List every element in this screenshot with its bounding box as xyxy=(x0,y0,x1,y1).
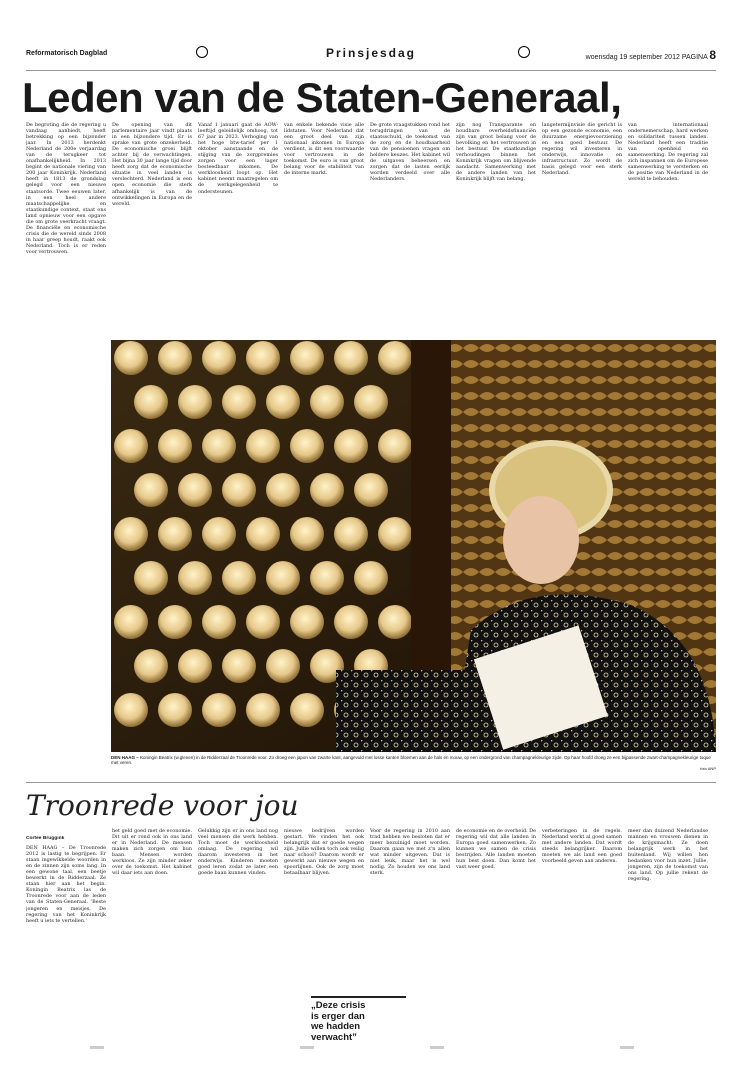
article-column: zijn nog Transparante en houdbare overheidsfinanciën zijn van groot belang voor de bevolking en het vertrouwen in het bestuur. De staatkundige verhoudingen binnen het Koninkrijk vragen om blijvende aandacht. Samenwerking met de andere landen van het Koninkrijk blijft van belang. xyxy=(456,122,536,183)
rose-flower xyxy=(378,341,412,375)
rose-flower xyxy=(202,517,236,551)
article-column: Vanaf 1 januari gaat de AOW-leeftijd geleidelijk omhoog, tot 67 jaar in 2023. Verhoging van het hoge btw-tarief per 1 oktober aanstaande en de stijging van de zorgpremies zorgen voor een lager besteedbaar inkomen. De werkloosheid loopt op. Het kabinet neemt maatregelen om de werkgelegenheid te ondersteunen. xyxy=(198,122,278,195)
rose-flower xyxy=(202,693,236,727)
rose-flower xyxy=(266,473,300,507)
article-column: de economie en de overheid. De regering wil dat alle landen in Europa goed samenwerken. Zo kunnen we samen de crisis bestrijden. Alle landen moeten hun best doen. Dan komt het vast weer goed. xyxy=(456,828,536,871)
main-headline: Leden van de Staten-Generaal, xyxy=(22,74,622,121)
rose-flower xyxy=(246,517,280,551)
rose-flower xyxy=(378,605,412,639)
rose-flower xyxy=(266,561,300,595)
rose-flower xyxy=(222,473,256,507)
pull-quote-line: is erger dan xyxy=(311,1010,365,1022)
rose-flower xyxy=(290,605,324,639)
rose-flower xyxy=(178,649,212,683)
rose-flower xyxy=(246,341,280,375)
photo-caption xyxy=(111,755,716,766)
rose-flower xyxy=(266,385,300,419)
caption-dateline: DEN HAAG – xyxy=(111,755,139,760)
print-color-bar-icon xyxy=(300,1046,314,1049)
secondary-headline: Troonrede voor jou xyxy=(26,789,299,822)
rose-flower xyxy=(290,341,324,375)
article-column: van enkele bekende visie alle lidstaten. Voor Nederland dat een groot deel van zijn nationaal inkomen in Europa verdient, is dit een voorwaarde voor vertrouwen in de toekomst. De euro is van groot belang voor de stabiliteit van de interne markt. xyxy=(284,122,364,177)
rose-flower xyxy=(266,649,300,683)
pull-quote xyxy=(311,996,406,1043)
rose-flower xyxy=(334,429,368,463)
article-column: meer dan duizend Nederlandse mannen en vrouwen dienen in de krijgsmacht. Ze doen belangrijk werk in het buitenland. Wij willen hen bedanken voor hun inzet. Jullie, jongeren, zijn de toekomst van ons land. Op jullie rekent de regering. xyxy=(628,828,708,883)
article-column-text: DEN HAAG – De Troonrede 2012 is lastig te begrijpen. Er staan ingewikkelde woorden in en de zinnen zijn soms lang. In een gewone taal, een beetje bewerkt in de Ridderzaal. Ze staan hier aan het begin. Koningin Beatrix las de Troonrede voor aan de leden van de Staten-Generaal. ‘Beste jongeren en meisjes, De regering van het Koninkrijk heeft u iets te vertellen.’ xyxy=(26,845,106,924)
issue-date: woensdag 19 september 2012 xyxy=(585,54,680,61)
article-column: De grote vraagstukken rond het terugdringen van de staatsschuld, de toekomst van de zorg en de houdbaarheid van de pensioenen vragen om heldere keuzes. Het kabinet wil de uitgaven beheersen en zorgen dat de lasten eerlijk worden verdeeld over alle Nederlanders. xyxy=(370,122,450,183)
pull-quote-line: we hadden xyxy=(311,1021,361,1032)
section-divider xyxy=(26,782,716,783)
rose-flower xyxy=(158,341,192,375)
rose-flower xyxy=(114,693,148,727)
rose-flower xyxy=(114,517,148,551)
rose-flower xyxy=(246,429,280,463)
rose-flower xyxy=(158,429,192,463)
rose-flower xyxy=(310,561,344,595)
rose-flower xyxy=(290,429,324,463)
rose-flower xyxy=(246,693,280,727)
rose-flower xyxy=(202,429,236,463)
article-column: verbeteringen in de regels. Nederland werkt al goed samen met andere landen. Dat wordt steeds belangrijker. Daarom moeten we als land een goed voorbeeld geven aan anderen. xyxy=(542,828,622,865)
photo-credit: foto ANP xyxy=(700,766,716,771)
rose-flower xyxy=(334,341,368,375)
rose-flower xyxy=(354,561,388,595)
rose-flower xyxy=(114,341,148,375)
top-article-columns xyxy=(26,122,716,340)
newspaper-name: Reformatorisch Dagblad xyxy=(26,50,108,57)
article-column: van internationaal ondernemerschap, hard werken en solidariteit tussen landen. Nederland heeft een traditie van openheid en samenwerking. De regering zal zich inspannen om de Europese samenwerking te versterken en de positie van Nederland in de wereld te behouden. xyxy=(628,122,708,183)
rose-flower xyxy=(134,561,168,595)
rose-flower xyxy=(222,385,256,419)
byline: Cortee Bruggink xyxy=(26,836,65,841)
print-color-bar-icon xyxy=(90,1046,104,1049)
rose-flower xyxy=(134,385,168,419)
article-column: Gelukkig zijn er in ons land nog veel mensen die werk hebben. Toch moet de werkloosheid omlaag. De regering wil daarom investeren in het onderwijs. Kinderen moeten goed leren zodat ze later een goede baan kunnen vinden. xyxy=(198,828,278,877)
article-column: nieuwe bedrijven worden gestart. We vinden het ook belangrijk dat er goede wegen zijn. Jullie willen toch ook veilig naar school? Daarom wordt er gewerkt aan nieuwe wegen en spoorlijnen. Ook de zorg moet betaalbaar blijven. xyxy=(284,828,364,877)
rose-flower xyxy=(114,605,148,639)
article-column: De begroting die de regering u vandaag aanbiedt, heeft betrekking op een bijzonder jaar. In 2013 herdenkt Nederland de 200e verjaardag van de terugkeer tot onafhankelijkheid. In 2013 begint de nationale viering van 200 jaar Koninkrijk. Nederland heeft in 1813 de grondslag gelegd voor een nieuwe staatsorde. Twee eeuwen later, in een heel andere maatschappelijke en staatkundige context, staat ons land opnieuw voor een opgave die om grote veerkracht vraagt. De financiële en economische crisis die de wereld sinds 2008 in haar greep houdt, raakt ook Nederland. Toch is er reden voor vertrouwen. xyxy=(26,122,106,255)
article-column: het geld goed met de economie. Dit uit er rond ook in ons land er in Nederland. De mensen maken zich zorgen om hun baan. Mensen worden werkloos. Ze zijn minder zeker over de toekomst. Het kabinet wil daar iets aan doen. xyxy=(112,828,192,877)
section-title: Prinsjesdag xyxy=(325,46,417,60)
rose-flower xyxy=(354,473,388,507)
rose-flower xyxy=(378,429,412,463)
rose-flower xyxy=(290,517,324,551)
rose-flower xyxy=(222,561,256,595)
rose-flower xyxy=(246,605,280,639)
rose-flower xyxy=(158,605,192,639)
rose-flower xyxy=(178,473,212,507)
rose-flower xyxy=(202,605,236,639)
rose-flower xyxy=(178,561,212,595)
rose-flower xyxy=(334,605,368,639)
pull-quote-line: verwacht” xyxy=(311,1031,357,1043)
page-number: 8 xyxy=(709,48,716,62)
rose-flower xyxy=(334,517,368,551)
rose-flower xyxy=(158,693,192,727)
rose-flower xyxy=(354,385,388,419)
page-label: PAGINA xyxy=(681,54,708,61)
date-and-page xyxy=(586,48,716,62)
registration-mark-icon xyxy=(518,46,530,58)
rose-flower xyxy=(158,517,192,551)
page-header xyxy=(26,40,716,71)
rose-flower xyxy=(134,649,168,683)
print-color-bar-icon xyxy=(430,1046,444,1049)
rose-flower xyxy=(114,429,148,463)
caption-text: Koningin Beatrix (w.glenen) in de Ridderzaal de Troonrede voor. Zo droeg een japon van zwarte kant, aangevuld met losse kanten bloemen aan de hals en mouw, op een ondergrond van champagnekleurige zijde. Op haar hoofd droeg ze een bijpassende zwart-champagnekleurige toque met veren. xyxy=(111,755,711,766)
rose-flower xyxy=(222,649,256,683)
rose-flower xyxy=(178,385,212,419)
rose-flower xyxy=(202,341,236,375)
article-column: Voor de regering in 2010 aan trad hebben we besloten dat er meer bezuinigd moet worden. Daarom gaan we met z’n allen wat minder uitgeven. Dat is niet leuk, maar het is wel nodig. Zo houden we ons land sterk. xyxy=(370,828,450,877)
article-column xyxy=(26,836,106,924)
rose-flower xyxy=(134,473,168,507)
registration-mark-icon xyxy=(196,46,208,58)
pull-quote-line: „Deze crisis xyxy=(311,1000,366,1011)
rose-flower xyxy=(310,385,344,419)
koningin-beatrix-troonrede-photo xyxy=(111,340,716,752)
rose-flower xyxy=(310,473,344,507)
rose-flower xyxy=(378,517,412,551)
print-color-bar-icon xyxy=(620,1046,634,1049)
article-column: De opening van dit parlementaire jaar vindt plaats in een bijzondere tijd. Er is sprake van grote onzekerheid. De economische groei blijft achter bij de verwachtingen. Het bijna 30 jaar lange tijd door heeft zorg dat de economische situatie in veel landen is verslechterd. Nederland is een open economie die sterk afhankelijk is van de ontwikkelingen in Europa en de wereld. xyxy=(112,122,192,207)
rose-flower xyxy=(290,693,324,727)
article-column: langetermijnvisie die gericht is op een gezonde economie, een duurzame energievoorziening en een goed bestuur. De regering wil investeren in onderwijs, innovatie en infrastructuur. Zo wordt de basis gelegd voor een sterk Nederland. xyxy=(542,122,622,177)
